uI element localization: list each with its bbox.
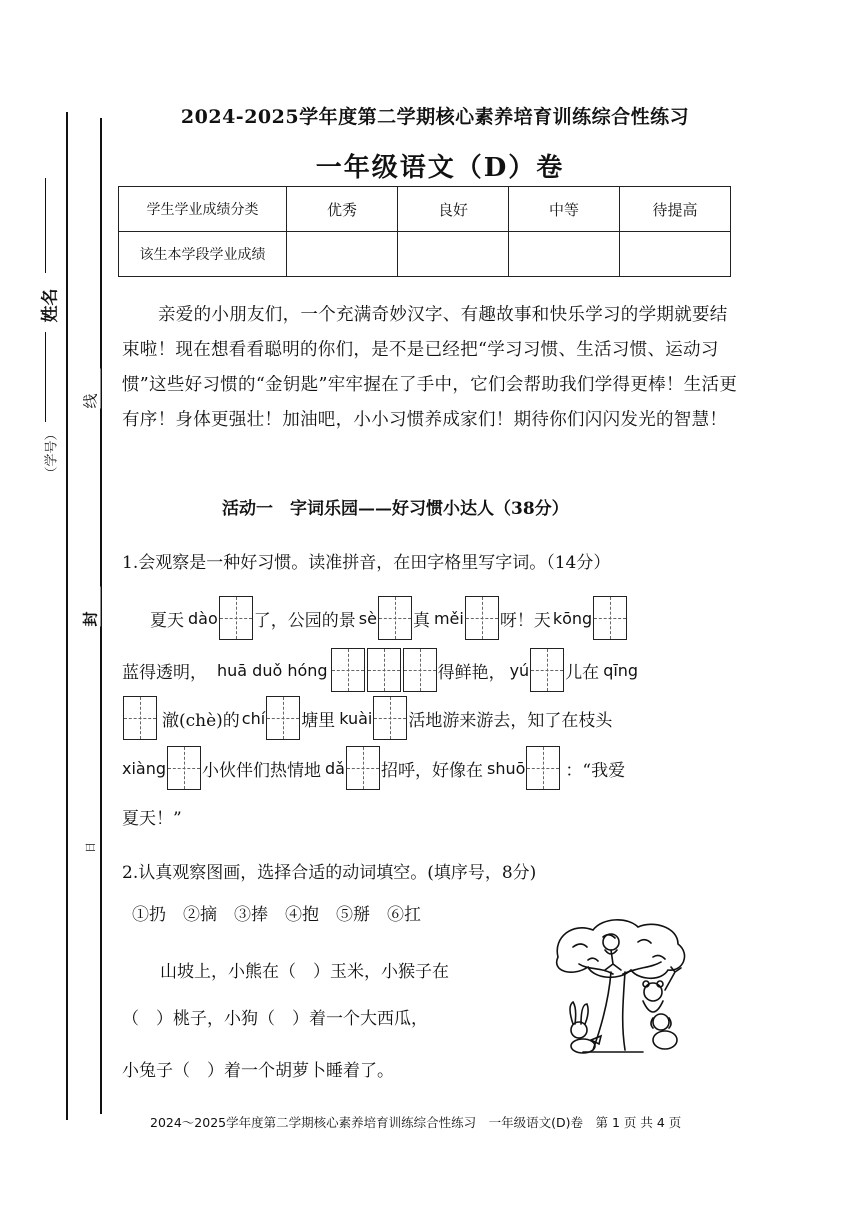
verb-choices: ①扔 ②摘 ③捧 ④抱 ⑤掰 ⑥扛 (132, 905, 421, 925)
tianzige-box[interactable] (167, 746, 201, 790)
q1-text: 小伙伴们热情地 (202, 760, 322, 781)
pinyin: xiàng (122, 758, 167, 778)
q1-text: 招呼，好像在 (380, 760, 483, 781)
q2-sentence-3: 小兔子（ ）着一个胡萝卜睡着了。 (122, 1061, 394, 1081)
q2-sentence-1: 山坡上，小熊在（ ）玉米，小猴子在 (160, 962, 449, 982)
pinyin: shuō (486, 758, 526, 778)
q1-line-1 (150, 596, 628, 640)
grade-table-row (119, 187, 731, 232)
tiny-mark: 日 (82, 813, 98, 853)
binding-line-left (66, 112, 68, 1120)
q1-text: 澈(chè)的 (162, 710, 240, 731)
page-footer: 2024～2025学年度第二学期核心素养培育训练综合性练习 一年级语文(D)卷 第 1 页 共 4 页 (150, 1115, 682, 1130)
grade-cell[interactable] (620, 232, 731, 277)
q1-text: 儿在 (565, 662, 600, 683)
seal-label: 封 (80, 587, 101, 627)
animals-under-tree-illustration (543, 912, 693, 1062)
q2-sentence-2: （ ）桃子，小狗（ ）着一个大西瓜， (122, 1009, 428, 1029)
tianzige-box[interactable] (346, 746, 380, 790)
grade-average: 中等 (509, 187, 620, 232)
q1-text: 了，公园的景 (253, 610, 356, 631)
number-blank (45, 332, 46, 422)
question-2-prompt: 2.认真观察图画，选择合适的动词填空。(填序号，8分) (122, 863, 537, 883)
tianzige-box[interactable] (526, 746, 560, 790)
exam-title: 2024-2025学年度第二学期核心素养培育训练综合性练习 (180, 106, 690, 128)
tianzige-box[interactable] (403, 648, 437, 692)
q1-text: 得鲜艳， (437, 662, 506, 683)
tianzige-box[interactable] (266, 696, 300, 740)
pinyin: yú (509, 660, 530, 680)
grade-excellent: 优秀 (287, 187, 398, 232)
name-label: 姓名 (40, 288, 61, 323)
pinyin: qīng (603, 660, 639, 680)
q1-line-3 (122, 696, 612, 740)
paper-subtitle: 一年级语文（D）卷 (315, 153, 565, 183)
tianzige-box[interactable] (373, 696, 407, 740)
tianzige-box[interactable] (530, 648, 564, 692)
grade-good: 良好 (398, 187, 509, 232)
tianzige-box[interactable] (331, 648, 365, 692)
question-1-prompt: 1.会观察是一种好习惯。读准拼音，在田字格里写字词。（14分） (122, 553, 611, 573)
q1-text: 活地游来游去，知了在枝头 (408, 710, 613, 731)
q1-line-4 (122, 746, 625, 790)
grade-cell[interactable] (398, 232, 509, 277)
section-heading: 活动一 字词乐园——好习惯小达人（38分） (222, 499, 569, 519)
q1-text: 呀！天 (499, 610, 551, 631)
pinyin: měi (433, 608, 464, 628)
tianzige-box[interactable] (123, 696, 157, 740)
pinyin: dào (188, 608, 218, 628)
grade-category-header: 学生学业成绩分类 (119, 187, 287, 232)
line-label: 线 (80, 369, 101, 409)
grade-cell[interactable] (509, 232, 620, 277)
pinyin: huā duǒ hóng (217, 660, 328, 680)
pinyin: kōng (552, 608, 593, 628)
pinyin: kuài (339, 708, 373, 728)
q1-text: ：“我爱 (565, 760, 626, 781)
q1-text: 塘里 (301, 710, 336, 731)
pinyin: chí (241, 708, 266, 728)
name-blank (45, 178, 46, 273)
q1-text: 真 (412, 610, 430, 631)
pinyin: dǎ (325, 758, 345, 778)
student-grade-label: 该生本学段学业成绩 (119, 232, 287, 277)
intro-paragraph (122, 298, 742, 438)
grade-cell[interactable] (287, 232, 398, 277)
q1-line-2 (122, 648, 638, 692)
tianzige-box[interactable] (367, 648, 401, 692)
q1-line-5 (122, 804, 182, 829)
tianzige-box[interactable] (465, 596, 499, 640)
q1-text: 夏天！” (122, 809, 182, 829)
grade-table-row (119, 232, 731, 277)
tianzige-box[interactable] (378, 596, 412, 640)
tianzige-box[interactable] (219, 596, 253, 640)
q1-text: 夏天 (150, 610, 184, 631)
q1-text: 蓝得透明， (122, 662, 207, 683)
grade-table (118, 186, 731, 277)
tianzige-box[interactable] (593, 596, 627, 640)
grade-needs-improvement: 待提高 (620, 187, 731, 232)
number-label: （学号） (44, 427, 60, 480)
pinyin: sè (358, 608, 377, 628)
intro-text: 亲爱的小朋友们，一个充满奇妙汉字、有趣故事和快乐学习的学期就要结束啦！现在想看看聪明的你们，是不是已经把“学习习惯、生活习惯、运动习惯”这些好习惯的“金钥匙”牢牢握在了手中，它们会帮助我们学得更棒！生活更有序！身体更强壮！加油吧，小小习惯养成家们！期待你们闪闪发光的智慧！ (122, 305, 738, 430)
